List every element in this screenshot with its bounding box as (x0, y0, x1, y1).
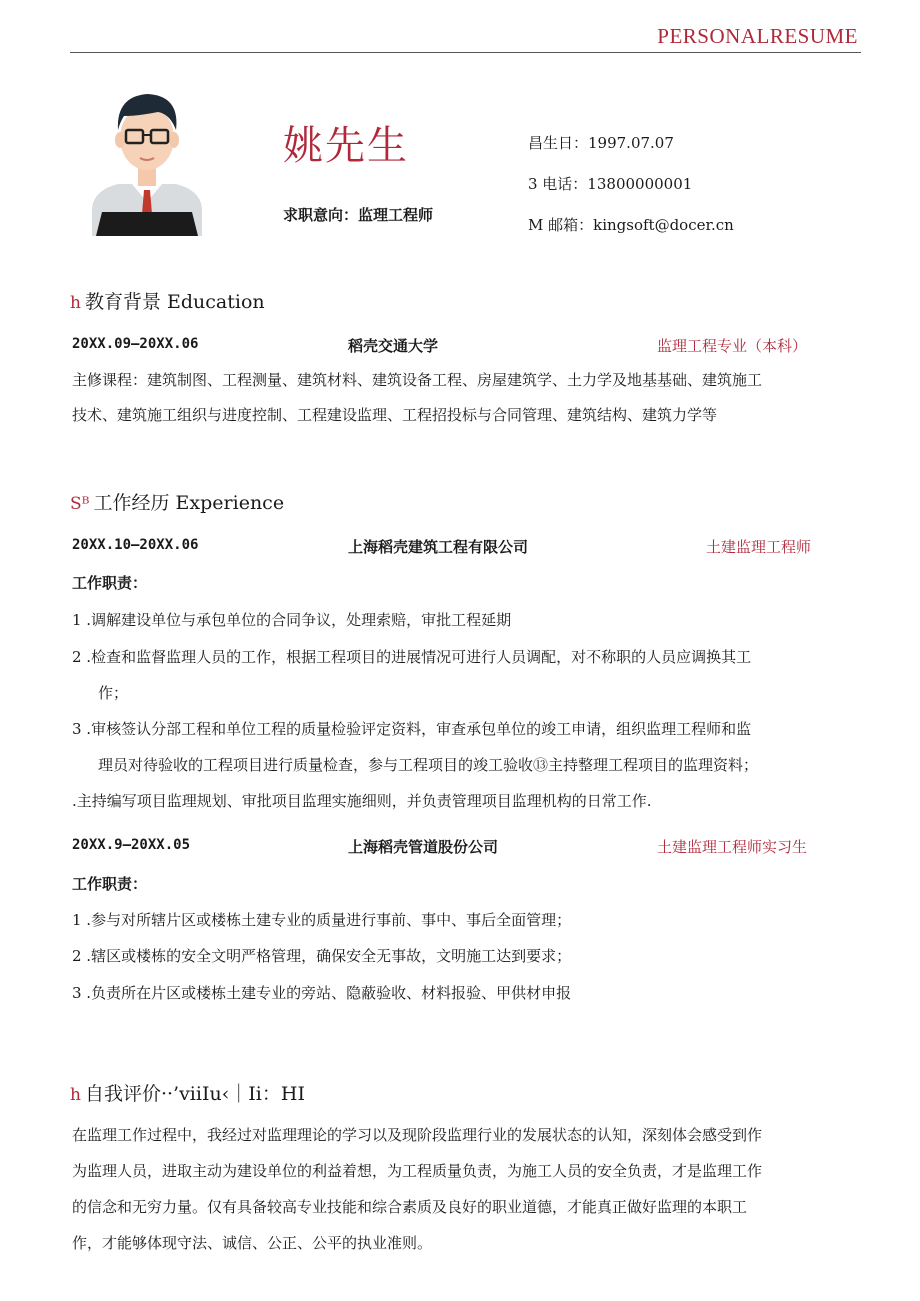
birth-date: 昌生日：1997.07.07 (528, 134, 674, 152)
education-courses-line: 技术、建筑施工组织与进度控制、工程建设监理、工程招投标与合同管理、建筑结构、建筑力学等 (72, 406, 718, 424)
email-address: M 邮箱：kingsoft@docer.cn (528, 216, 734, 234)
job-duty-item-continued: 理员对待验收的工程项目进行质量检查，参与工程项目的竣工验收⑬主持整理工程项目的监理资料； (98, 756, 759, 774)
resume-header-title: PERSONALRESUME (657, 24, 858, 48)
evaluation-title-text: 自我评价··’viiIu‹｜Ii：HI (84, 1083, 305, 1105)
education-major: 监理工程专业（本科） (657, 337, 808, 355)
header-divider (70, 52, 861, 53)
job-company: 上海稻壳管道股份公司 (348, 838, 499, 856)
job-objective: 求职意向：监理工程师 (283, 206, 434, 224)
evaluation-line: 在监理工作过程中，我经过对监理理论的学习以及现阶段监理行业的发展状态的认知，深刻体会感受到作 (72, 1126, 763, 1144)
candidate-name: 姚先生 (283, 123, 409, 169)
job-duty-item: 3 .负责所在片区或楼栋土建专业的旁站、隐蔽验收、材料报验、甲供材申报 (72, 984, 572, 1002)
avatar (88, 86, 206, 236)
job-duty-item: 1 .调解建设单位与承包单位的合同争议，处理索赔，审批工程延期 (72, 611, 512, 629)
experience-section-title (70, 488, 284, 515)
job-duty-item: 2 .检查和监督监理人员的工作，根据工程项目的进展情况可进行人员调配，对不称职的人员应调换其工 (72, 648, 752, 666)
job-role: 土建监理工程师实习生 (657, 838, 808, 856)
evaluation-icon: h (70, 1085, 81, 1105)
evaluation-line: 为监理人员，进取主动为建设单位的利益着想，为工程质量负责，为施工人员的安全负责，才是监理工作 (72, 1162, 763, 1180)
education-title-text: 教育背景 Education (84, 291, 265, 313)
education-section-title (70, 287, 265, 314)
phone-number: 3 电话：13800000001 (528, 175, 693, 193)
job-role: 土建监理工程师 (706, 538, 812, 556)
job-duty-item-continued: 作； (98, 684, 129, 702)
evaluation-line: 作，才能够体现守法、诚信、公正、公平的执业准则。 (72, 1234, 433, 1252)
job-date: 20XX.10—20XX.06 (72, 537, 199, 553)
education-courses-line: 主修课程：建筑制图、工程测量、建筑材料、建筑设备工程、房屋建筑学、土力学及地基基础、建筑施工 (72, 371, 763, 389)
education-school: 稻壳交通大学 (348, 337, 439, 355)
job-duty-label: 工作职责： (72, 875, 148, 893)
job-duty-item: 1 .参与对所辖片区或楼栋土建专业的质量进行事前、事中、事后全面管理； (72, 911, 572, 929)
job-date: 20XX.9—20XX.05 (72, 837, 191, 853)
evaluation-line: 的信念和无穷力量。仅有具备较高专业技能和综合素质及良好的职业道德，才能真正做好监理的本职工 (72, 1198, 748, 1216)
job-duty-label: 工作职责： (72, 574, 148, 592)
experience-icon: Sᴮ (70, 494, 90, 514)
evaluation-section-title (70, 1079, 305, 1106)
job-duty-item: 3 .审核签认分部工程和单位工程的质量检验评定资料，审查承包单位的竣工申请，组织监理工程师和监 (72, 720, 752, 738)
experience-title-text: 工作经历 Experience (93, 492, 285, 514)
education-icon: h (70, 293, 81, 313)
job-company: 上海稻壳建筑工程有限公司 (348, 538, 529, 556)
job-duty-item: .主持编写项目监理规划、审批项目监理实施细则，并负责管理项目监理机构的日常工作. (72, 792, 652, 810)
job-duty-item: 2 .辖区或楼栋的安全文明严格管理，确保安全无事故，文明施工达到要求； (72, 947, 572, 965)
education-date: 20XX.09—20XX.06 (72, 336, 199, 352)
